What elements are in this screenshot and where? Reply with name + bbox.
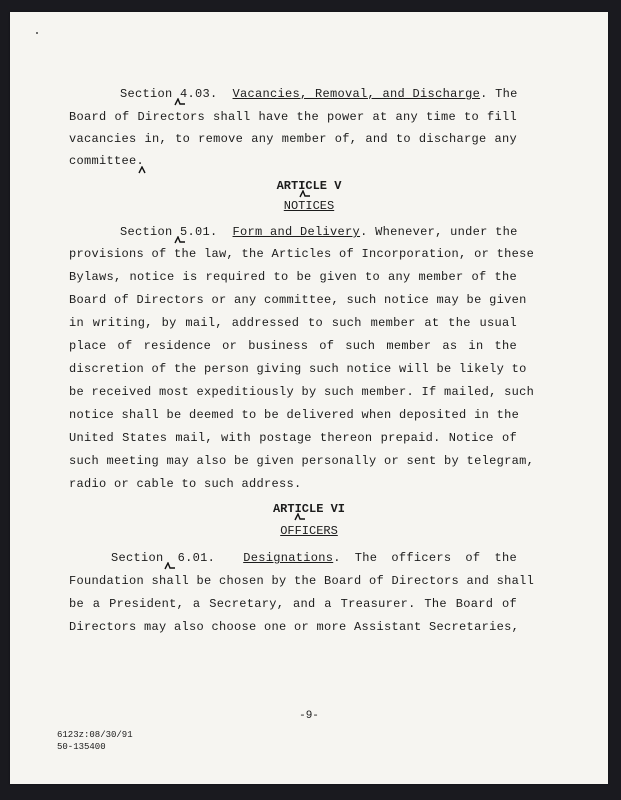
handwritten-caret-mark bbox=[174, 98, 186, 106]
handwritten-caret-mark bbox=[137, 166, 149, 174]
section-5-01-line: Bylaws, notice is required to be given to any member of the bbox=[69, 270, 517, 284]
document-number: 50-135400 bbox=[57, 742, 106, 752]
page-number: -9- bbox=[299, 710, 319, 722]
section-6-01-line: Foundation shall be chosen by the Board of Directors and shall bbox=[69, 574, 535, 588]
section-6-01-line: be a President, a Secretary, and a Treasurer. The Board of bbox=[69, 597, 517, 611]
handwritten-caret-mark bbox=[299, 190, 311, 198]
section-4-03-line-3: vacancies in, to remove any member of, and to discharge any bbox=[69, 132, 517, 146]
document-page bbox=[10, 12, 608, 784]
section-5-01-line: such meeting may also be given personally or sent by telegram, bbox=[69, 454, 535, 468]
section-5-01-line: provisions of the law, the Articles of Incorporation, or these bbox=[69, 247, 535, 261]
section-4-03-title: Vacancies, Removal, and Discharge bbox=[232, 87, 481, 101]
section-4-03-line-2: Board of Directors shall have the power at any time to fill bbox=[69, 110, 517, 124]
section-5-01-line: notice shall be deemed to be delivered when deposited in the bbox=[69, 408, 520, 422]
section-6-01-line: Directors may also choose one or more Assistant Secretaries, bbox=[69, 620, 520, 634]
section-5-01-line: be received most expeditiously by such member. If mailed, such bbox=[69, 385, 535, 399]
article-6-subheading: OFFICERS bbox=[280, 524, 338, 538]
article-5-heading: ARTICLE V bbox=[276, 179, 342, 193]
section-6-01-line-1: Section 6.01. Designations. The officers of the bbox=[111, 551, 517, 565]
section-5-01-line: discretion of the person giving such notice will be likely to bbox=[69, 362, 527, 376]
article-5-subheading: NOTICES bbox=[283, 199, 335, 213]
handwritten-caret-mark bbox=[294, 513, 306, 521]
section-5-01-line: in writing, by mail, addressed to such member at the usual bbox=[69, 316, 517, 330]
scan-mark bbox=[36, 32, 38, 34]
section-4-03-line-4: committee. bbox=[69, 154, 145, 168]
section-5-01-line: radio or cable to such address. bbox=[69, 477, 302, 491]
article-6-heading: ARTICLE VI bbox=[272, 502, 345, 516]
section-5-01-line: place of residence or business of such member as in the bbox=[69, 339, 517, 353]
section-5-01-line-1: Section 5.01. Form and Delivery. Whenever, under the bbox=[120, 225, 518, 239]
section-5-01-line: United States mail, with postage thereon prepaid. Notice of bbox=[69, 431, 517, 445]
section-5-01-line: Board of Directors or any committee, such notice may be given bbox=[69, 293, 527, 307]
section-6-01-title: Designations bbox=[243, 551, 334, 565]
handwritten-caret-mark bbox=[164, 562, 176, 570]
section-5-01-title: Form and Delivery bbox=[232, 225, 361, 239]
section-4-03-line-1: Section 4.03. Vacancies, Removal, and Discharge. The bbox=[120, 87, 518, 101]
document-code: 6123z:08/30/91 bbox=[57, 730, 133, 740]
handwritten-caret-mark bbox=[174, 236, 186, 244]
